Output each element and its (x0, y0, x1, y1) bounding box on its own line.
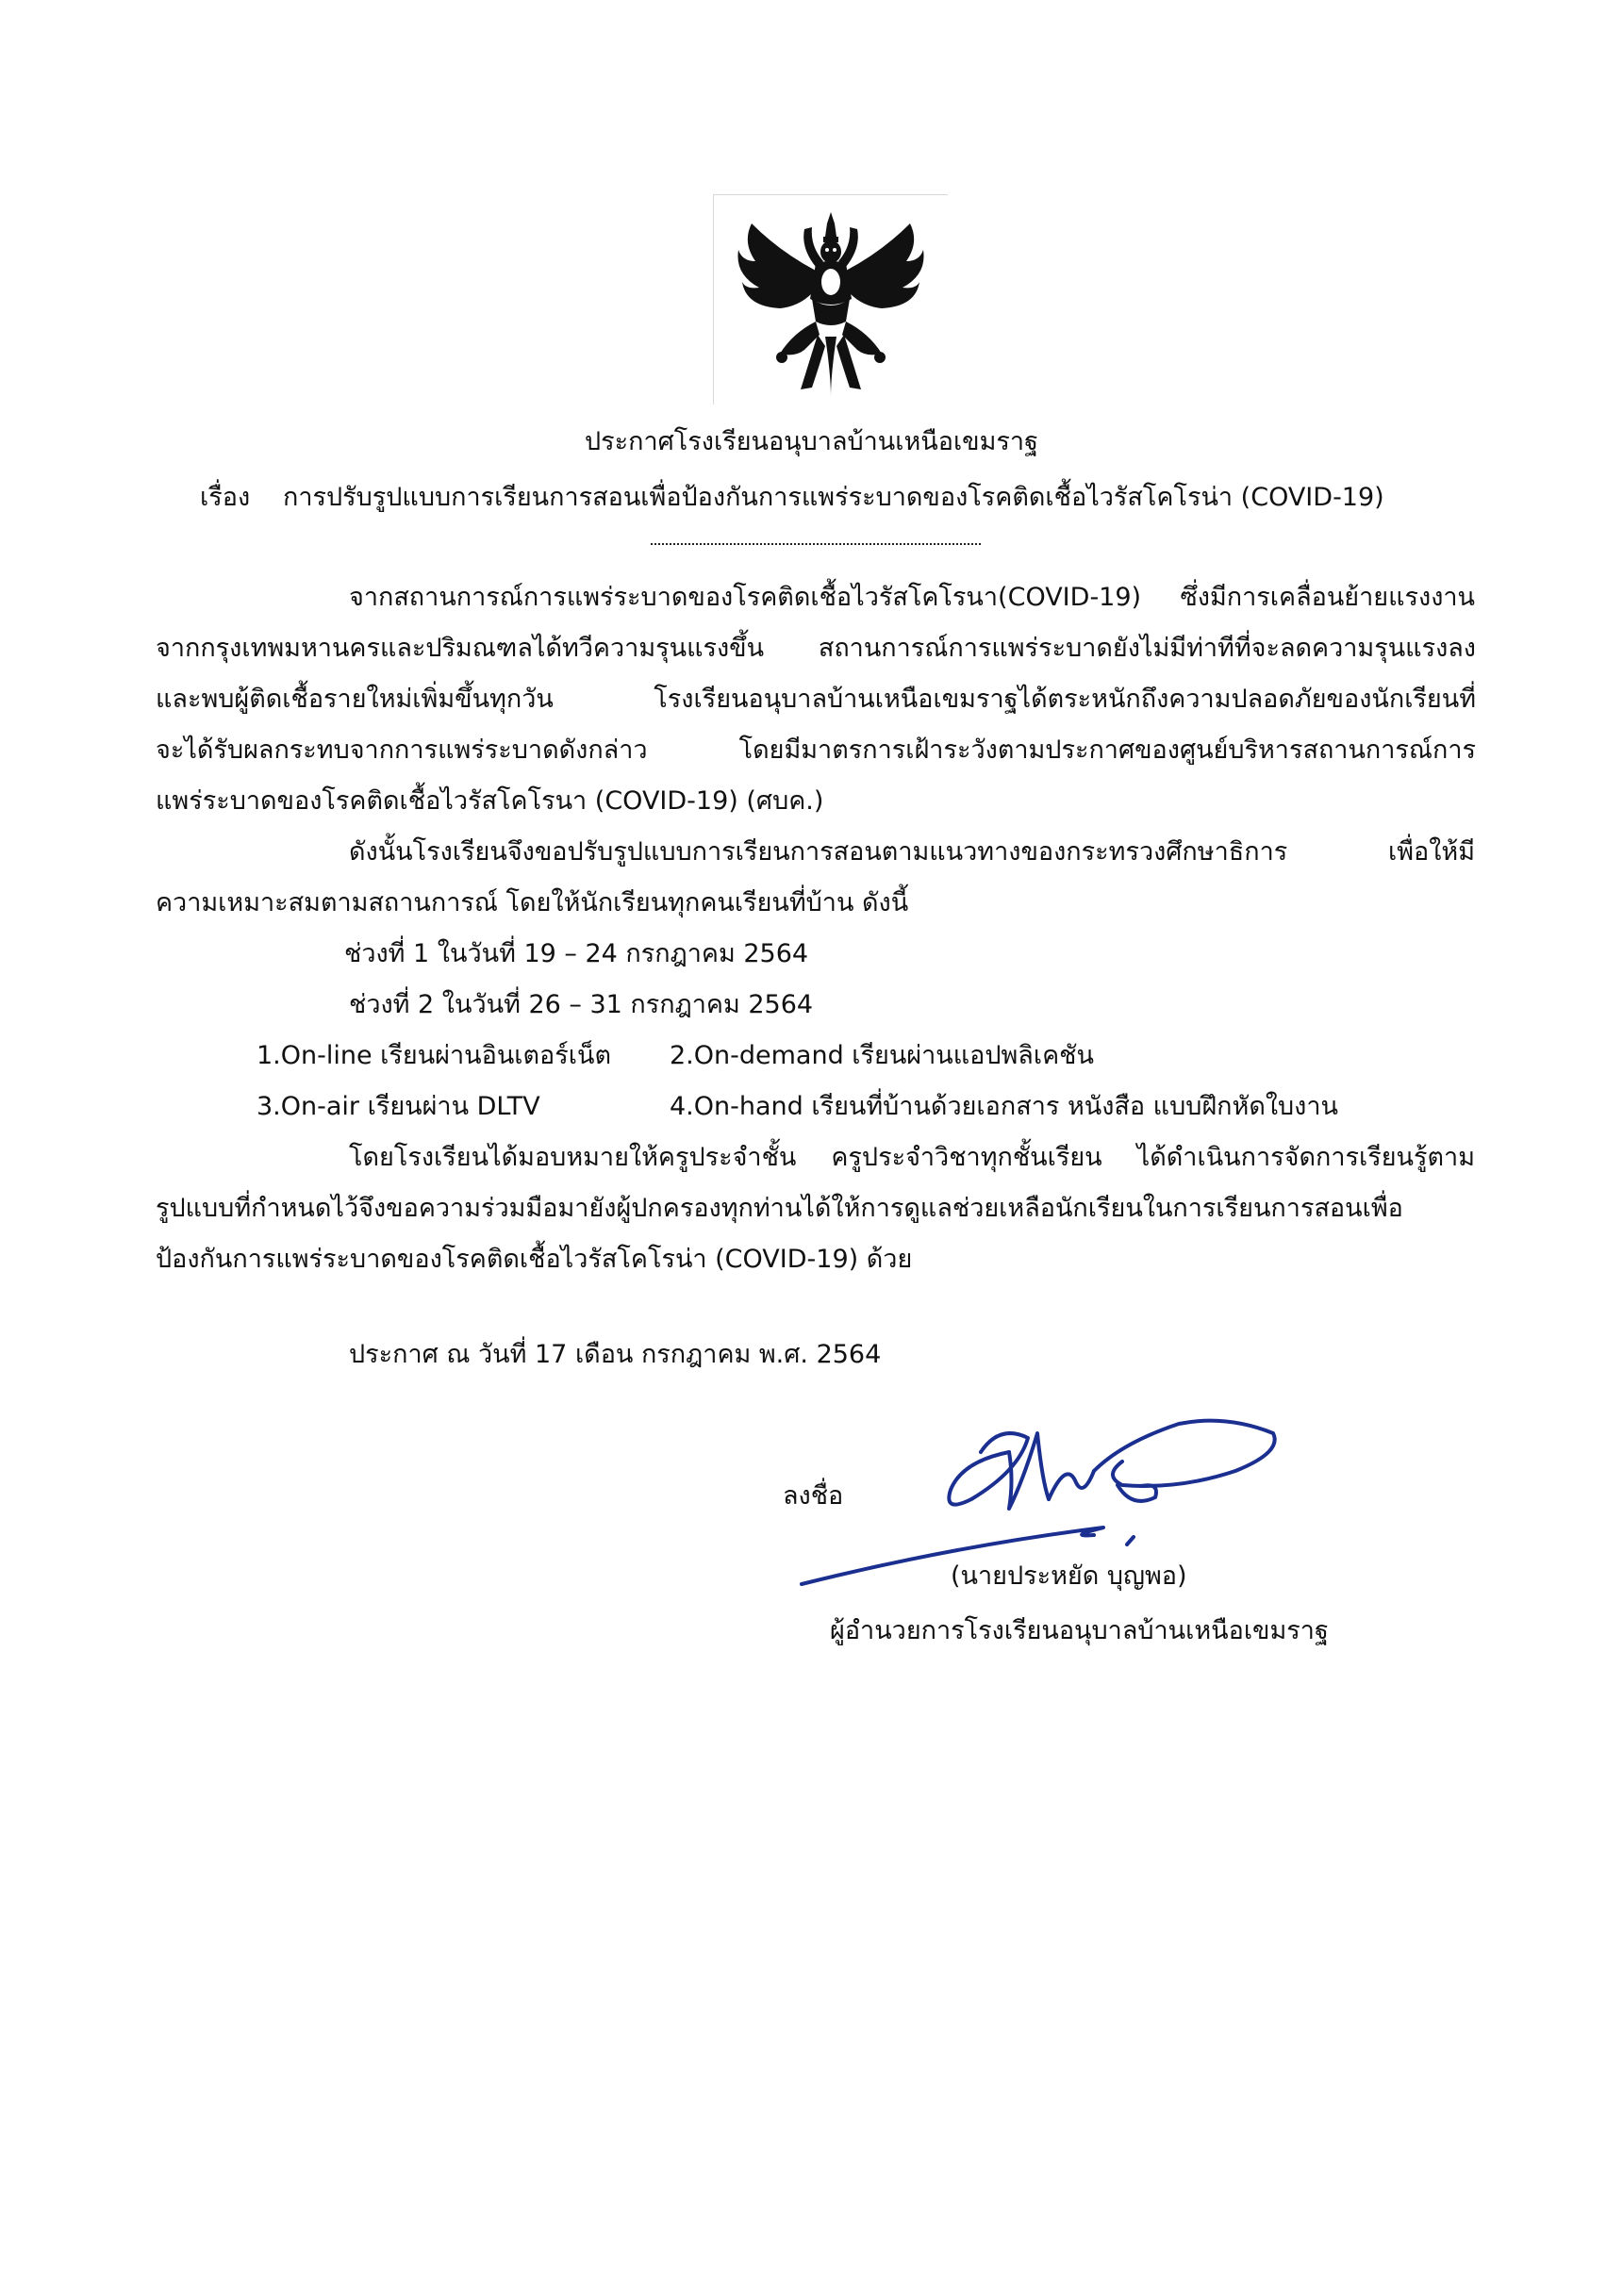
divider (651, 543, 981, 545)
para3-line: รูปแบบที่กำหนดไว้จึงขอความร่วมมือมายังผู้ปกครองทุกท่านได้ให้การดูแลช่วยเหลือนักเรียนในการเรียนการสอนเพื่อ (156, 1194, 1403, 1223)
para1-line: จากกรุงเทพมหานครและปริมณฑลได้ทวีความรุนแรงขึ้น สถานการณ์การแพร่ระบาดยังไม่มีท่าทีที่จะลดความรุนแรงลง (156, 634, 1476, 663)
learning-mode-item: 2.On-demand เรียนผ่านแอปพลิเคชัน (670, 1041, 1094, 1070)
period-item: ช่วงที่ 2 ในวันที่ 26 – 31 กรกฎาคม 2564 (349, 990, 814, 1019)
learning-mode-item: 3.On-air เรียนผ่าน DLTV (257, 1092, 540, 1121)
para2-line: ความเหมาะสมตามสถานการณ์ โดยให้นักเรียนทุกคนเรียนที่บ้าน ดังนี้ (156, 888, 909, 917)
para1-line: จะได้รับผลกระทบจากการแพร่ระบาดดังกล่าว โดยมีมาตรการเฝ้าระวังตามประกาศของศูนย์บริหารสถานการณ์การ (156, 735, 1476, 765)
signer-position: ผู้อำนวยการโรงเรียนอนุบาลบ้านเหนือเขมราฐ (830, 1616, 1329, 1645)
learning-mode-item: 1.On-line เรียนผ่านอินเตอร์เน็ต (257, 1041, 611, 1070)
subject-text: การปรับรูปแบบการเรียนการสอนเพื่อป้องกันการแพร่ระบาดของโรคติดเชื้อไวรัสโคโรน่า (COVID-19) (283, 483, 1384, 512)
para3-line: ป้องกันการแพร่ระบาดของโรคติดเชื้อไวรัสโคโรน่า (COVID-19) ด้วย (156, 1245, 913, 1274)
learning-mode-item: 4.On-hand เรียนที่บ้านด้วยเอกสาร หนังสือ แบบฝึกหัดใบงาน (670, 1092, 1338, 1121)
para1-line: และพบผู้ติดเชื้อรายใหม่เพิ่มขึ้นทุกวัน โรงเรียนอนุบาลบ้านเหนือเขมราฐได้ตระหนักถึงความปลอดภัยของนักเรียนที่ (156, 685, 1476, 714)
sign-label: ลงชื่อ (783, 1481, 844, 1511)
period-item: ช่วงที่ 1 ในวันที่ 19 – 24 กรกฎาคม 2564 (344, 939, 809, 968)
page-title: ประกาศโรงเรียนอนุบาลบ้านเหนือเขมราฐ (584, 427, 1038, 456)
garuda-emblem-icon (713, 194, 948, 405)
para2-line: ดังนั้นโรงเรียนจึงขอปรับรูปแบบการเรียนการสอนตามแนวทางของกระทรวงศึกษาธิการ เพื่อให้มี (349, 837, 1475, 867)
para1-line: แพร่ระบาดของโรคติดเชื้อไวรัสโคโรนา (COVID-19) (ศบค.) (156, 786, 824, 816)
para1-line: จากสถานการณ์การแพร่ระบาดของโรคติดเชื้อไวรัสโคโรนา(COVID-19) ซึ่งมีการเคลื่อนย้ายแรงงาน (349, 583, 1475, 612)
announce-date: ประกาศ ณ วันที่ 17 เดือน กรกฎาคม พ.ศ. 2564 (349, 1340, 882, 1369)
subject-label: เรื่อง (200, 483, 251, 512)
signer-name: (นายประหยัด บุญพอ) (951, 1561, 1187, 1591)
para3-line: โดยโรงเรียนได้มอบหมายให้ครูประจำชั้น ครูประจำวิชาทุกชั้นเรียน ได้ดำเนินการจัดการเรียนรู้ตาม (349, 1143, 1475, 1172)
